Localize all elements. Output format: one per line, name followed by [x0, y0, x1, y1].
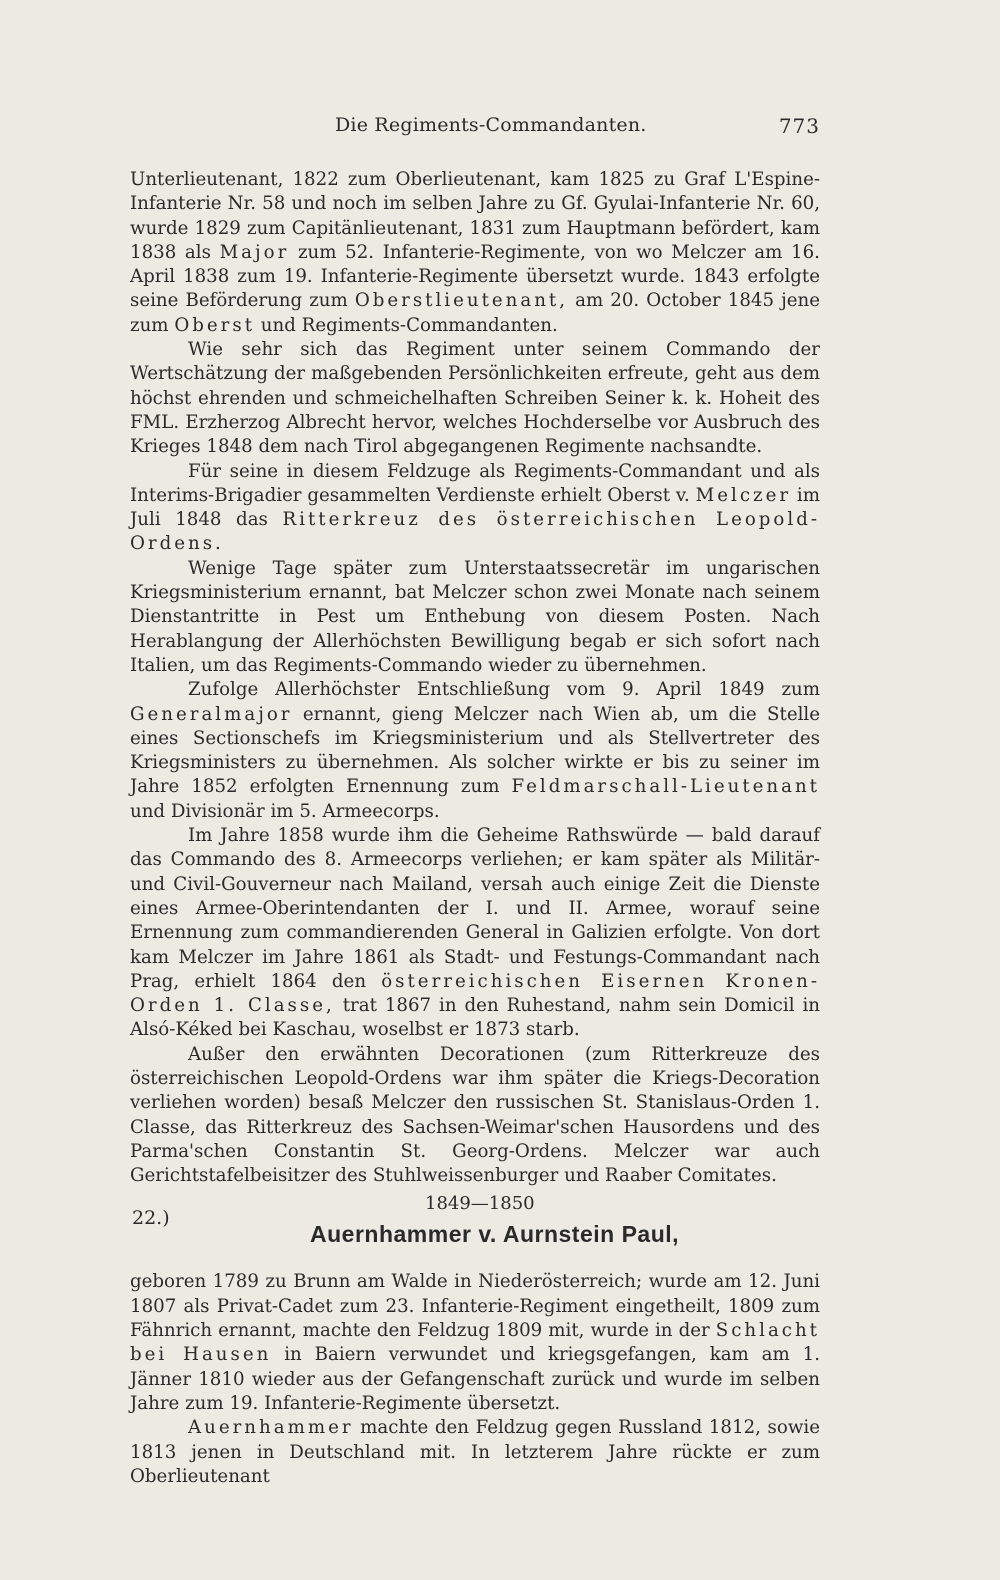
paragraph	[130, 1416, 820, 1489]
text-run: am 20. October 1845 jene zum	[130, 290, 821, 336]
paragraph: Außer den erwähnten Decorationen (zum Ritterkreuze des österreichischen Leopold-Ordens war ihm später die Kriegs-Decoration verliehen worden) besaß Melczer den russischen St. Stanislaus-Orden 1. Classe, das Ritterkreuz des Sachsen-Weimar'schen Hausordens und des Parma'schen Constantin St. Georg-Ordens. Melczer war auch Gerichtstafelbeisitzer des Stuhlweissenburger und Raaber Comitates.	[130, 1043, 820, 1187]
emphasized-order: Ritterkreuz des österreichischen Leopold-Ordens.	[130, 509, 820, 555]
paragraph	[130, 678, 820, 824]
emphasized-rank: Major	[219, 241, 290, 263]
entry-years: 1849—1850	[425, 1193, 535, 1215]
text-run: zum 52. Infanterie-Regimente, von wo Melczer am 16. April 1838 zum 19. Infanterie-Regimente übersetzt wurde. 1843 erfolgte seine Beförderung zum	[130, 241, 820, 312]
text-run: Zufolge Allerhöchster Entschließung vom 9. April 1849 zum	[188, 679, 820, 701]
text-run: ernannt, gieng Melczer nach Wien ab, um die Stelle eines Sectionschefs im Kriegsministerium und als Stellvertreter des Kriegsministers zu übernehmen. Als solcher wirkte er bis zu seiner im Jahre 1852 erfolgten Ernennung zum	[130, 703, 820, 798]
emphasized-rank: Oberst	[174, 314, 255, 336]
emphasized-rank: Generalmajor	[130, 703, 293, 725]
text-run: im Juli 1848 das	[130, 484, 820, 531]
running-head: Die Regiments-Commandanten.	[335, 114, 647, 136]
entry-name: Auernhammer v. Aurnstein Paul,	[310, 1221, 680, 1248]
paragraph: Wenige Tage später zum Unterstaatssecretär im ungarischen Kriegsministerium ernannt, bat Melczer schon zwei Monate nach seinem Dienstantritte in Pest um Enthebung von diesem Posten. Nach Herablangung der Allerhöchsten Bewilligung begab er sich sofort nach Italien, um das Regiments-Commando wieder zu übernehmen.	[130, 557, 820, 676]
paragraph	[130, 168, 820, 338]
text-run: trat 1867 in den Ruhestand, nahm sein Domicil in Alsó-Kéked bei Kaschau, woselbst er 1873 starb.	[130, 995, 820, 1041]
text-run: machte den Feldzug gegen Russland 1812, sowie 1813 jenen in Deutschland mit. In letzterem Jahre rückte er zum Oberlieutenant	[130, 1417, 820, 1487]
emphasized-name: Melczer	[695, 484, 792, 506]
text-run: Im Jahre 1858 wurde ihm die Geheime Rathswürde — bald darauf das Commando des 8. Armeecorps verliehen; er kam später als Militär- und Civil-Gouverneur nach Mailand, versah auch einige Zeit die Dienste eines Armee-Oberintendanten der I. und II. Armee, worauf seine Ernennung zum commandierenden General in Galizien erfolgte. Von dort kam Melczer im Jahre 1861 als Stadt- und Festungs-Commandant nach Prag, erhielt 1864 den	[130, 825, 820, 992]
paragraph	[130, 824, 820, 1043]
paragraph: Wie sehr sich das Regiment unter seinem Commando der Wertschätzung der maßgebenden Persönlichkeiten erfreute, geht aus dem höchst ehrenden und schmeichelhaften Schreiben Seiner k. k. Hoheit des FML. Erzherzog Albrecht hervor, welches Hochderselbe vor Ausbruch des Krieges 1848 dem nach Tirol abgegangenen Regimente nachsandte.	[130, 339, 820, 458]
emphasized-rank: Feldmarschall-Lieutenant	[511, 776, 820, 798]
text-run: Für seine in diesem Feldzuge als Regiments-Commandant und als Interims-Brigadier gesammelten Verdienste erhielt Oberst v.	[130, 460, 820, 506]
entry-heading	[130, 1192, 820, 1270]
text-run: geboren 1789 zu Brunn am Walde in Niederösterreich; wurde am 12. Juni 1807 als Privat-Cadet zum 23. Infanterie-Regiment eingetheilt, 1809 zum Fähnrich ernannt, machte den Feldzug 1809 mit, wurde in der	[130, 1271, 820, 1342]
page-number: 773	[778, 114, 820, 138]
page-header	[130, 114, 820, 144]
paragraph	[130, 460, 820, 557]
emphasized-order: österreichischen Eisernen Kronen-Orden 1. Classe,	[130, 970, 820, 1017]
emphasized-battle: Schlacht bei Hausen	[130, 1320, 820, 1366]
paragraph	[130, 1270, 820, 1416]
entry-number: 22.)	[132, 1207, 170, 1230]
page-body	[130, 168, 820, 1489]
text-run: in Baiern verwundet und kriegsgefangen, kam am 1. Jänner 1810 wieder aus der Gefangenschaft zurück und wurde im selben Jahre zum 19. Infanterie-Regimente übersetzt.	[130, 1344, 820, 1414]
text-run: und Regiments-Commandanten.	[260, 314, 558, 336]
emphasized-name: Auernhammer	[188, 1417, 354, 1439]
text-run: Unterlieutenant, 1822 zum Oberlieutenant, kam 1825 zu Graf L'Espine-Infanterie Nr. 58 und noch im selben Jahre zu Gf. Gyulai-Infanterie Nr. 60, wurde 1829 zum Capitänlieutenant, 1831 zum Hauptmann befördert, kam 1838 als	[130, 169, 820, 263]
emphasized-rank: Oberstlieutenant,	[354, 290, 569, 312]
text-run: und Divisionär im 5. Armeecorps.	[130, 800, 440, 822]
